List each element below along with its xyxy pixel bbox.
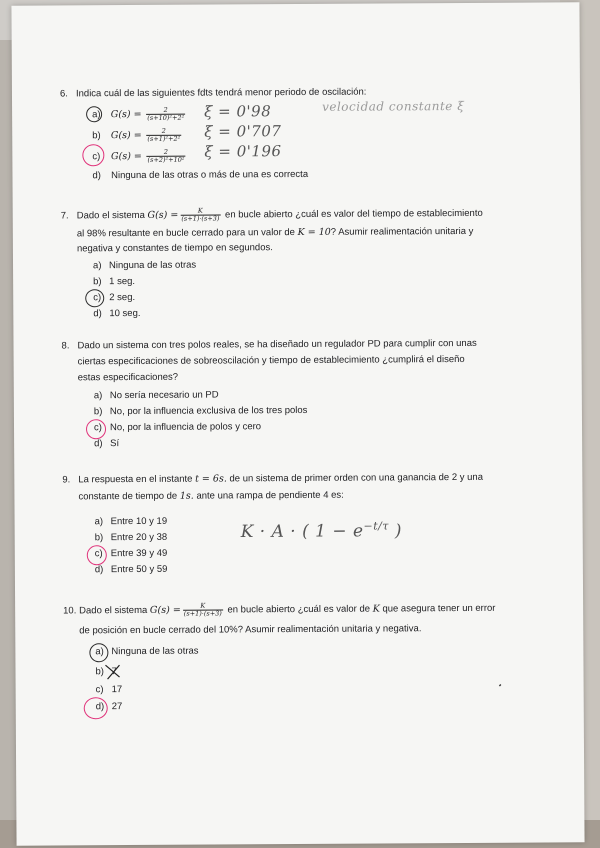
- question-10-option-c: c) 17: [95, 684, 123, 696]
- handwritten-note: ξ = 0'196: [204, 142, 282, 161]
- question-7-option-d: d) 10 seg.: [93, 307, 141, 320]
- question-10-text: 10. Dado el sistema G(s) = $\frac{K}{(s+1)\cdot(s+3)}$ en bucle abierto ¿cuál es valor de K que asegura tener un error: [63, 601, 496, 618]
- question-9-option-b: b) Entre 20 y 38: [94, 531, 168, 544]
- question-10-option-d: d) 27: [95, 701, 123, 713]
- question-9-text: 9. La respuesta en el instante t = 6s. de un sistema de primer orden con una ganancia de 2 y una: [62, 471, 484, 486]
- handwritten-formula: K · A · ( $1 - e^{-t/\tau}$ ): [240, 519, 403, 543]
- fraction: $\frac{K}{(s+1)\cdot(s+3)}$: [181, 206, 220, 223]
- question-8-text-line-3: estas especificaciones?: [77, 371, 179, 384]
- question-9-option-a: a) Entre 10 y 19: [94, 515, 168, 528]
- question-8-option-d: d) Sí: [94, 438, 120, 450]
- handwritten-note: ξ = 0'707: [204, 122, 282, 141]
- question-6-option-b: b) G(s) = $\frac{2}{\text{(s+1)²+2²}}$: [92, 126, 181, 143]
- question-9-text-line-2: constante de tiempo de 1s. ante una rampa de pendiente 4 es:: [78, 489, 344, 503]
- question-7-text: 7. Dado el sistema G(s) = $\frac{K}{(s+1)\cdot(s+3)}$ en bucle abierto ¿cuál es valor del tiempo de establecimiento: [60, 206, 483, 223]
- question-7-option-b: b) 1 seg.: [93, 275, 136, 288]
- answer-mark-circle: [82, 144, 104, 166]
- question-8-text: 8. Dado un sistema con tres polos reales, se ha diseñado un regulador PD para cumplir con unas: [61, 337, 477, 352]
- fraction: $\frac{K}{(s+1)\cdot(s+3)}$: [183, 601, 222, 618]
- exam-sheet: [11, 2, 584, 845]
- question-6-option-c: c) G(s) = $\frac{2}{\text{(s+2)²+10²}}$: [92, 147, 185, 164]
- question-10: [15, 600, 583, 713]
- question-7-text-line-2: al 98% resultante en bucle cerrado para un valor de K = 10? Asumir realimentación unitaria y: [76, 225, 474, 240]
- question-7-text-line-3: negativa y constantes de tiempo en segundos.: [76, 242, 273, 255]
- fraction: $\frac{2}{\text{(s+10)²+2²}}$: [147, 105, 185, 122]
- question-8-text-line-2: ciertas especificaciones de sobreoscilación y tiempo de establecimiento ¿cumplirá el diseño: [77, 353, 465, 368]
- cross-out-mark: [15, 600, 584, 733]
- question-6: [12, 84, 580, 182]
- question-8-option-c: c) No, por la influencia de polos y cero: [93, 421, 262, 434]
- answer-mark-circle: [86, 419, 106, 439]
- question-10-option-b: b) 7: [95, 666, 117, 678]
- fraction: $\frac{2}{\text{(s+1)²+2²}}$: [147, 126, 181, 143]
- question-6-option-d: d) Ninguna de las otras o más de una es correcta: [92, 168, 309, 182]
- question-6-text: 6. Indica cuál de las siguientes fdts tendrá menor periodo de oscilación:: [59, 86, 367, 100]
- fraction: $\frac{2}{\text{(s+2)²+10²}}$: [147, 147, 185, 164]
- question-8-option-a: a) No sería necesario un PD: [93, 389, 219, 402]
- question-8-option-b: b) No, por la influencia exclusiva de los tres polos: [93, 404, 308, 418]
- question-10-text-line-2: de posición en bucle cerrado del 10%? Asumir realimentación unitaria y negativa.: [79, 623, 422, 637]
- answer-mark-circle: [86, 106, 102, 122]
- handwritten-note: velocidad constante ξ: [322, 98, 465, 114]
- answer-mark-circle: [87, 545, 107, 565]
- question-9: [14, 470, 582, 576]
- question-6-option-a: a) G(s) = $\frac{2}{\text{(s+10)²+2²}}$: [92, 105, 185, 122]
- answer-mark-circle: [85, 289, 104, 307]
- question-9-option-c: c) Entre 39 y 49: [94, 547, 168, 560]
- question-7: [13, 205, 581, 320]
- question-8: [13, 336, 581, 450]
- question-7-option-c: c) 2 seg.: [93, 291, 136, 304]
- handwritten-note: ξ = 0'98: [204, 102, 272, 121]
- question-7-option-a: a) Ninguna de las otras: [92, 259, 197, 272]
- question-9-option-d: d) Entre 50 y 59: [94, 563, 168, 576]
- question-10-option-a: a) Ninguna de las otras: [95, 645, 199, 658]
